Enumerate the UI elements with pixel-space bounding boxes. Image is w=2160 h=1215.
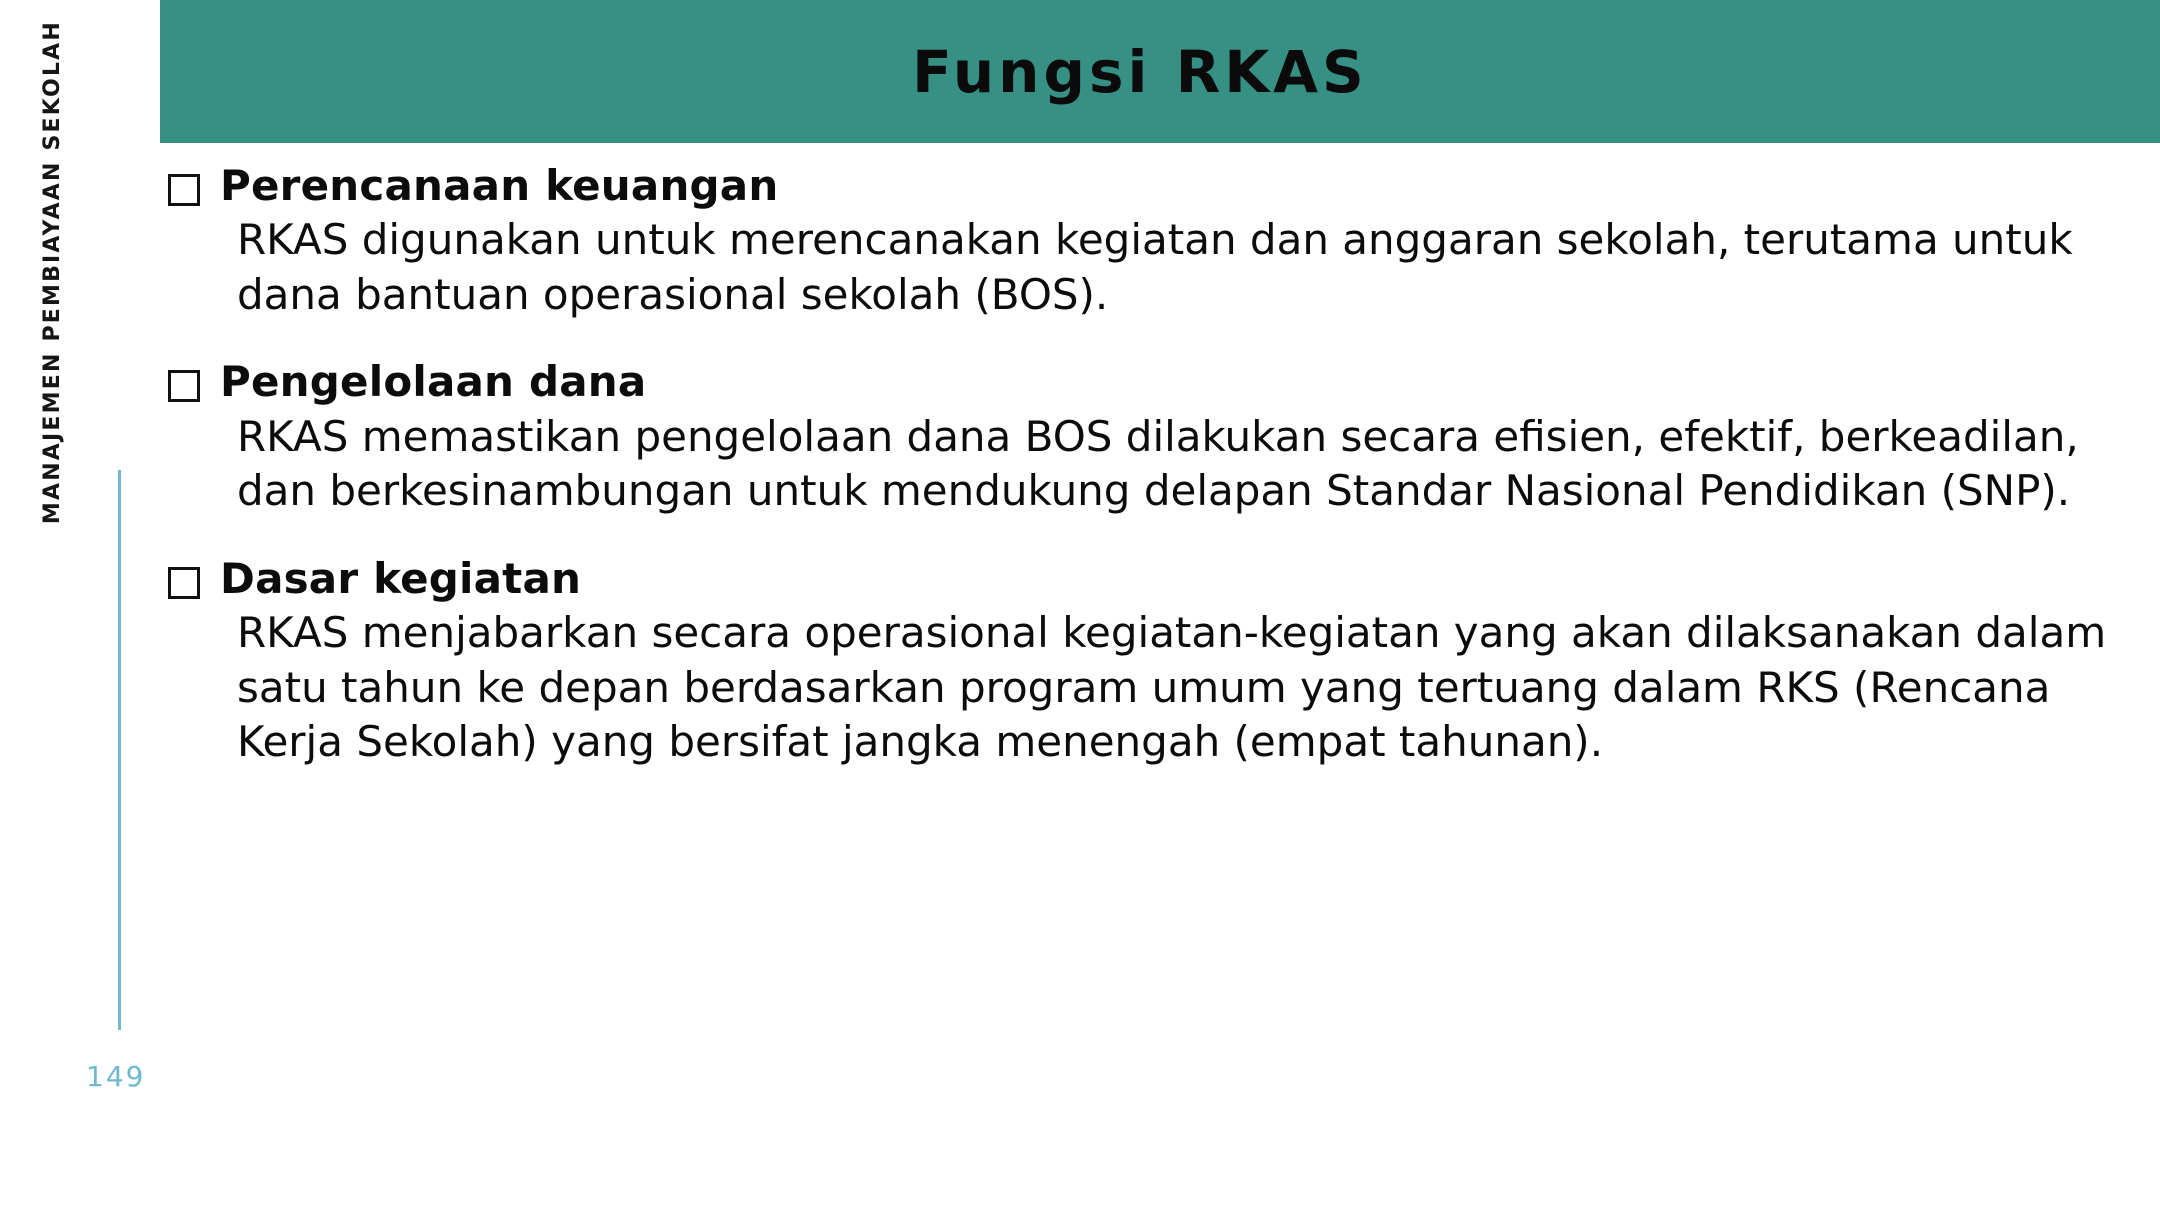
content-heading-row (168, 160, 2118, 211)
content-block (168, 160, 2118, 322)
checkbox-bullet-icon (168, 567, 200, 599)
content-heading: Dasar kegiatan (220, 553, 582, 603)
vertical-section-label: MANAJEMEN PEMBIAYAAN SEKOLAH (40, 20, 65, 525)
title-bar (160, 0, 2160, 143)
sidebar (0, 0, 160, 1215)
content-heading: Perencanaan keuangan (220, 161, 779, 210)
page-number: 149 (86, 1060, 146, 1093)
content-heading-row (168, 553, 2118, 604)
checkbox-bullet-icon (168, 370, 200, 402)
sidebar-divider (118, 470, 121, 1030)
content-heading: Pengelolaan dana (220, 357, 647, 407)
content-paragraph: RKAS digunakan untuk merencanakan kegiatan dan anggaran sekolah, terutama untuk dana bantuan operasional sekolah (BOS). (237, 215, 2073, 319)
content-paragraph: RKAS menjabarkan secara operasional kegiatan-kegiatan yang akan dilaksanakan dalam satu tahun ke depan berdasarkan program umum yang tertuang dalam RKS (Rencana Kerja Sekolah) yang bersifat jangka menengah (empat tahunan). (237, 608, 2107, 767)
slide-content (168, 160, 2118, 804)
slide-title: Fungsi RKAS (912, 37, 1368, 106)
content-heading-row (168, 356, 2118, 407)
content-block (168, 356, 2118, 518)
content-block (168, 553, 2118, 770)
checkbox-bullet-icon (168, 174, 200, 206)
content-paragraph: RKAS memastikan pengelolaan dana BOS dilakukan secara efisien, efektif, berkeadilan, dan berkesinambungan untuk mendukung delapan Standar Nasional Pendidikan (SNP). (237, 411, 2079, 516)
